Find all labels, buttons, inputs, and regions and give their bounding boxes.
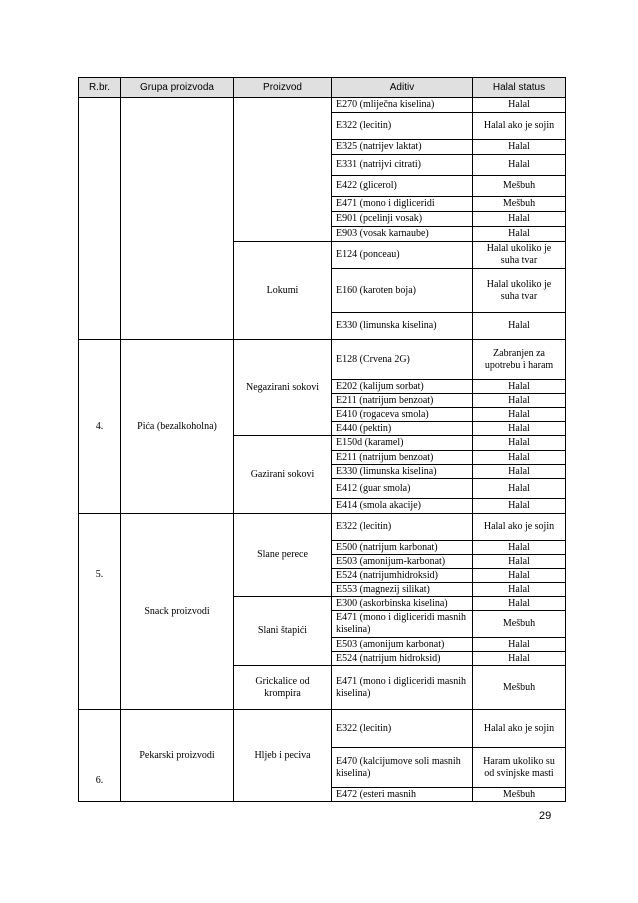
halal-status-cell: Halal xyxy=(473,638,566,652)
halal-status-cell: Mešbuh xyxy=(473,666,566,710)
additive-cell: E903 (vosak karnaube) xyxy=(332,227,473,242)
additive-cell: E414 (smola akacije) xyxy=(332,499,473,514)
halal-status-cell: Halal xyxy=(473,465,566,479)
additive-cell: E524 (natrijum hidroksid) xyxy=(332,652,473,666)
product-group: Snack proizvodi xyxy=(121,514,234,710)
additive-cell: E202 (kalijum sorbat) xyxy=(332,380,473,394)
table-header-row xyxy=(79,78,566,98)
halal-status-cell: Halal xyxy=(473,555,566,569)
product-name: Negazirani sokovi xyxy=(234,340,332,436)
row-number: 4. xyxy=(79,340,121,514)
product-name: Gazirani sokovi xyxy=(234,436,332,514)
halal-status-cell: Mešbuh xyxy=(473,176,566,197)
halal-status-cell: Halal xyxy=(473,499,566,514)
additive-cell: E124 (ponceau) xyxy=(332,242,473,269)
halal-status-cell: Halal xyxy=(473,394,566,408)
additive-cell: E901 (pcelinji vosak) xyxy=(332,212,473,227)
halal-status-cell: Halal xyxy=(473,140,566,155)
halal-status-cell: Halal xyxy=(473,569,566,583)
product-name: Hljeb i peciva xyxy=(234,710,332,802)
additive-cell: E524 (natrijumhidroksid) xyxy=(332,569,473,583)
header-group: Grupa proizvoda xyxy=(121,78,234,98)
additive-cell: E553 (magnezij silikat) xyxy=(332,583,473,597)
additive-cell: E472 (esteri masnih xyxy=(332,788,473,802)
halal-status-cell: Halal xyxy=(473,408,566,422)
row-number xyxy=(79,98,121,340)
halal-status-cell: Haram ukoliko su od svinjske masti xyxy=(473,748,566,788)
halal-status-cell: Halal ako je sojin xyxy=(473,514,566,541)
product-name xyxy=(234,98,332,242)
halal-status-cell: Halal ukoliko je suha tvar xyxy=(473,242,566,269)
halal-status-cell: Halal ako je sojin xyxy=(473,113,566,140)
additive-cell: E412 (guar smola) xyxy=(332,479,473,499)
halal-status-cell: Halal xyxy=(473,212,566,227)
additive-cell: E440 (pektin) xyxy=(332,422,473,436)
additive-cell: E128 (Crvena 2G) xyxy=(332,340,473,380)
halal-status-cell: Halal xyxy=(473,155,566,176)
additive-cell: E211 (natrijum benzoat) xyxy=(332,451,473,465)
halal-status-cell: Zabranjen za upotrebu i haram xyxy=(473,340,566,380)
header-product: Proizvod xyxy=(234,78,332,98)
header-additive: Aditiv xyxy=(332,78,473,98)
row-number: 5. xyxy=(79,514,121,710)
product-name: Slani štapići xyxy=(234,597,332,666)
additive-cell: E300 (askorbinska kiselina) xyxy=(332,597,473,611)
additive-cell: E150d (karamel) xyxy=(332,436,473,451)
product-group xyxy=(121,98,234,340)
halal-status-cell: Halal xyxy=(473,652,566,666)
page-number: 29 xyxy=(539,810,552,822)
halal-status-cell: Halal xyxy=(473,380,566,394)
additive-cell: E410 (rogaceva smola) xyxy=(332,408,473,422)
additives-table xyxy=(78,77,566,802)
table-row xyxy=(79,514,566,541)
halal-status-cell: Halal xyxy=(473,451,566,465)
additive-cell: E500 (natrijum karbonat) xyxy=(332,541,473,555)
halal-status-cell: Halal ukoliko je suha tvar xyxy=(473,269,566,313)
halal-status-cell: Halal xyxy=(473,436,566,451)
halal-status-cell: Halal ako je sojin xyxy=(473,710,566,748)
additive-cell: E422 (glicerol) xyxy=(332,176,473,197)
halal-status-cell: Halal xyxy=(473,541,566,555)
halal-status-cell: Halal xyxy=(473,313,566,340)
product-name: Slane perece xyxy=(234,514,332,597)
halal-status-cell: Halal xyxy=(473,597,566,611)
additive-cell: E503 (amonijum karbonat) xyxy=(332,638,473,652)
additive-cell: E211 (natrijum benzoat) xyxy=(332,394,473,408)
halal-status-cell: Mešbuh xyxy=(473,788,566,802)
additive-cell: E331 (natrijvi citrati) xyxy=(332,155,473,176)
table-row xyxy=(79,98,566,113)
additive-cell: E160 (karoten boja) xyxy=(332,269,473,313)
halal-status-cell: Halal xyxy=(473,422,566,436)
halal-status-cell: Mešbuh xyxy=(473,611,566,638)
halal-status-cell: Mešbuh xyxy=(473,197,566,212)
additive-cell: E322 (lecitin) xyxy=(332,113,473,140)
additive-cell: E471 (mono i digliceridi xyxy=(332,197,473,212)
additive-cell: E325 (natrijev laktat) xyxy=(332,140,473,155)
halal-status-cell: Halal xyxy=(473,479,566,499)
additive-cell: E270 (mliječna kiselina) xyxy=(332,98,473,113)
halal-status-cell: Halal xyxy=(473,583,566,597)
additive-cell: E330 (limunska kiselina) xyxy=(332,465,473,479)
product-group: Pekarski proizvodi xyxy=(121,710,234,802)
halal-status-cell: Halal xyxy=(473,227,566,242)
row-number: 6. xyxy=(79,710,121,802)
table-row xyxy=(79,710,566,748)
halal-status-cell: Halal xyxy=(473,98,566,113)
product-group: Pića (bezalkoholna) xyxy=(121,340,234,514)
additive-cell: E471 (mono i digliceridi masnih kiselina) xyxy=(332,611,473,638)
additive-cell: E322 (lecitin) xyxy=(332,514,473,541)
header-rbr: R.br. xyxy=(79,78,121,98)
additive-cell: E503 (amonijum-karbonat) xyxy=(332,555,473,569)
additive-cell: E322 (lecitin) xyxy=(332,710,473,748)
additive-cell: E470 (kalcijumove soli masnih kiselina) xyxy=(332,748,473,788)
additive-cell: E471 (mono i digliceridi masnih kiselina) xyxy=(332,666,473,710)
product-name: Grickalice od krompira xyxy=(234,666,332,710)
header-halal-status: Halal status xyxy=(473,78,566,98)
additive-cell: E330 (limunska kiselina) xyxy=(332,313,473,340)
table-row xyxy=(79,340,566,380)
product-name: Lokumi xyxy=(234,242,332,340)
